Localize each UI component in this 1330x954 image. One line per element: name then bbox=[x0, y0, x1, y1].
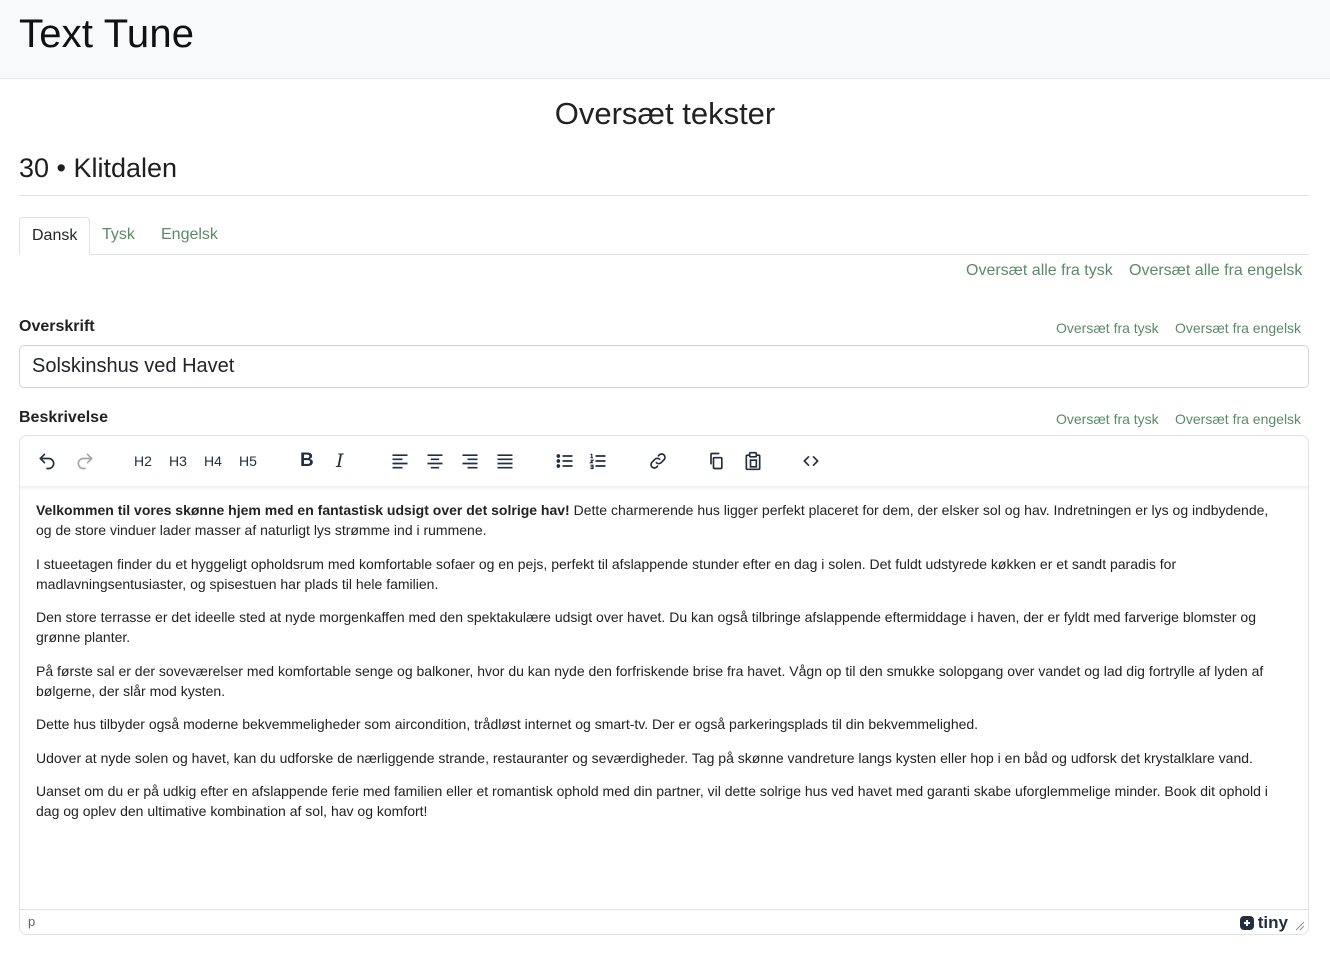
paragraph-1-bold: Velkommen til vores skønne hjem med en fantastisk udsigt over det solrige hav! bbox=[36, 502, 570, 518]
headline-input[interactable] bbox=[19, 345, 1309, 388]
align-center-icon[interactable] bbox=[425, 448, 445, 474]
description-label: Beskrivelse bbox=[19, 409, 108, 426]
language-tabs bbox=[19, 217, 1309, 255]
heading-3-button[interactable]: H3 bbox=[169, 453, 187, 469]
description-translate-english-link[interactable]: Oversæt fra engelsk bbox=[1175, 411, 1302, 427]
undo-icon[interactable] bbox=[37, 448, 57, 474]
element-path[interactable]: p bbox=[28, 914, 36, 929]
description-translate-german-link[interactable]: Oversæt fra tysk bbox=[1056, 411, 1159, 427]
tab-engelsk[interactable]: Engelsk bbox=[161, 226, 218, 243]
editor-statusbar bbox=[20, 909, 1308, 934]
italic-button[interactable]: I bbox=[336, 450, 344, 472]
app-title: Text Tune bbox=[19, 12, 195, 56]
editor-content[interactable] bbox=[36, 500, 1276, 835]
numbered-list-icon[interactable] bbox=[588, 448, 608, 474]
translate-all-from-german-link[interactable]: Oversæt alle fra tysk bbox=[966, 262, 1113, 279]
tiny-logo-icon bbox=[1239, 915, 1255, 931]
align-right-icon[interactable] bbox=[460, 448, 480, 474]
heading-2-button[interactable]: H2 bbox=[134, 453, 152, 469]
align-justify-icon[interactable] bbox=[495, 448, 515, 474]
top-navbar bbox=[0, 0, 1330, 79]
redo-icon[interactable] bbox=[75, 448, 95, 474]
source-code-icon[interactable] bbox=[801, 448, 821, 474]
headline-label: Overskrift bbox=[19, 318, 95, 335]
align-left-icon[interactable] bbox=[390, 448, 410, 474]
bold-button[interactable]: B bbox=[300, 450, 314, 471]
page-title: Oversæt tekster bbox=[554, 96, 776, 131]
rich-text-editor bbox=[19, 435, 1309, 935]
property-title: 30 • Klitdalen bbox=[19, 153, 178, 183]
divider bbox=[19, 195, 1309, 196]
paste-icon[interactable] bbox=[743, 448, 763, 474]
translate-all-from-english-link[interactable]: Oversæt alle fra engelsk bbox=[1129, 262, 1303, 279]
paragraph-5: Dette hus tilbyder også moderne bekvemmeligheder som aircondition, trådløst internet og smart-tv. Der er også parkeringsplads til din bekvemmelighed. bbox=[36, 716, 979, 732]
paragraph-4: På første sal er der soveværelser med komfortable senge og balkoner, hvor du kan nyde den forfriskende brise fra havet. Vågn op til den smukke solopgang over vandet og lad dig fortrylle af lyden af bølgerne, der slår mod kysten. bbox=[36, 662, 1264, 699]
headline-translate-english-link[interactable]: Oversæt fra engelsk bbox=[1175, 320, 1302, 336]
paragraph-3: Den store terrasse er det ideelle sted at nyde morgenkaffen med den spektakulære udsigt over havet. Du kan også tilbringe afslappende eftermiddage i haven, der er fyldt med farverige blomster og grønne planter. bbox=[36, 609, 1256, 645]
link-icon[interactable] bbox=[648, 448, 668, 474]
copy-icon[interactable] bbox=[706, 448, 726, 474]
tab-dansk[interactable]: Dansk bbox=[19, 217, 90, 255]
tiny-brand-text: tiny bbox=[1257, 913, 1288, 932]
bullet-list-icon[interactable] bbox=[555, 448, 575, 474]
heading-5-button[interactable]: H5 bbox=[239, 453, 257, 469]
paragraph-6: Udover at nyde solen og havet, kan du udforske de nærliggende strande, restauranter og seværdigheder. Tag på skønne vandreture langs kysten eller hop i en båd og udforsk det krystalklare vand. bbox=[36, 749, 1253, 766]
tiny-brand-logo[interactable] bbox=[1239, 913, 1288, 933]
editor-toolbar bbox=[20, 436, 1308, 486]
resize-handle-icon[interactable] bbox=[1295, 921, 1305, 931]
paragraph-1 bbox=[36, 500, 1276, 540]
headline-translate-german-link[interactable]: Oversæt fra tysk bbox=[1056, 320, 1159, 336]
tab-tysk[interactable]: Tysk bbox=[102, 226, 135, 243]
heading-4-button[interactable]: H4 bbox=[204, 453, 222, 469]
paragraph-7: Uanset om du er på udkig efter en afslappende ferie med familien eller et romantisk ophold med din partner, vil dette solrige hus ved havet med garanti skabe uforglemmelige minder. Book dit ophold i dag og oplev den ultimative kombination af sol, hav og komfort! bbox=[36, 783, 1268, 819]
paragraph-2: I stueetagen finder du et hyggeligt opholdsrum med komfortable sofaer og en pejs, perfekt til afslappende stunder efter en dag i solen. Det fuldt udstyrede køkken er et sandt paradis for madlavningsentusiaster, og spisestuen har plads til hele familien. bbox=[36, 555, 1177, 592]
paragraph-1-text: Dette charmerende hus ligger perfekt placeret for dem, der elsker sol og hav. Indretningen er lys og indbydende, og de store vinduer lader masser af naturligt lys strømme ind i rummene. bbox=[36, 502, 1269, 538]
